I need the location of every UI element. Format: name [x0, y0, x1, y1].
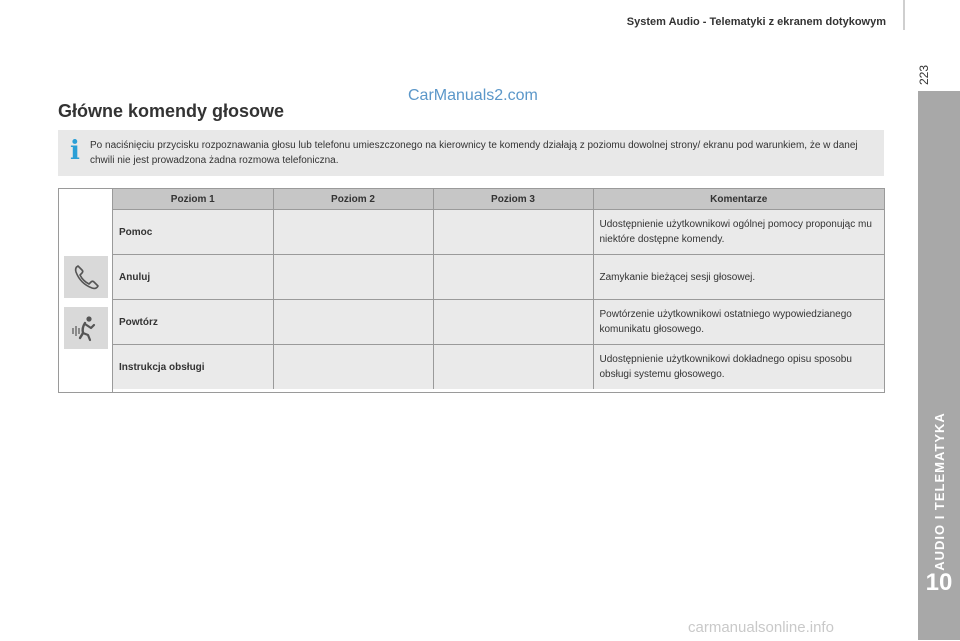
watermark-bottom: carmanualsonline.info: [688, 619, 834, 636]
table-row: [113, 300, 884, 345]
cell-comment: Powtórzenie użytkownikowi ostatniego wypowiedzianego komunikatu głosowego.: [593, 300, 884, 345]
column-header-level2: Poziom 2: [273, 189, 433, 210]
cell-level2: [273, 300, 433, 345]
info-text: Po naciśnięciu przycisku rozpoznawania głosu lub telefonu umieszczonego na kierownicy te komendy działają z poziomu dowolnej strony/ ekranu pod warunkiem, że w danej chwili nie jest prowadzona żadna rozmowa telefoniczna.: [90, 140, 858, 166]
cell-comment: Udostępnienie użytkownikowi ogólnej pomocy proponując mu niektóre dostępne komendy.: [593, 210, 884, 255]
cell-level1: Anuluj: [113, 255, 273, 300]
table-row: [113, 210, 884, 255]
voice-commands-table: [58, 188, 885, 393]
table-row: [113, 345, 884, 390]
table-row: [113, 255, 884, 300]
running-header: System Audio - Telematyki z ekranem dotykowym: [626, 16, 886, 28]
watermark-top: CarManuals2.com: [408, 87, 538, 104]
table-header-row: [113, 189, 884, 210]
cell-comment: Zamykanie bieżącej sesji głosowej.: [593, 255, 884, 300]
column-header-level3: Poziom 3: [433, 189, 593, 210]
page-number: [914, 60, 934, 90]
cell-level3: [433, 210, 593, 255]
commands-grid: [113, 189, 884, 389]
page-number-text: 223: [917, 64, 931, 86]
column-header-comments: Komentarze: [593, 189, 884, 210]
cell-level1: Pomoc: [113, 210, 273, 255]
chapter-label-text: AUDIO I TELEMATYKA: [931, 411, 947, 571]
header-divider: [903, 0, 905, 30]
cell-level3: [433, 345, 593, 390]
cell-comment: Udostępnienie użytkownikowi dokładnego opisu sposobu obsługi systemu głosowego.: [593, 345, 884, 390]
cell-level1: Instrukcja obsługi: [113, 345, 273, 390]
column-header-level1: Poziom 1: [113, 189, 273, 210]
page-title: Główne komendy głosowe: [58, 101, 285, 121]
info-box: [58, 130, 884, 176]
chapter-number: 10: [925, 569, 953, 596]
cell-level3: [433, 255, 593, 300]
cell-level2: [273, 255, 433, 300]
cell-level1: Powtórz: [113, 300, 273, 345]
icon-column: [59, 189, 113, 392]
info-icon: i: [70, 136, 80, 166]
cell-level3: [433, 300, 593, 345]
cell-level2: [273, 345, 433, 390]
phone-icon: [64, 256, 108, 298]
chapter-side-tab: [918, 91, 960, 640]
cell-level2: [273, 210, 433, 255]
voice-command-icon: [64, 307, 108, 349]
